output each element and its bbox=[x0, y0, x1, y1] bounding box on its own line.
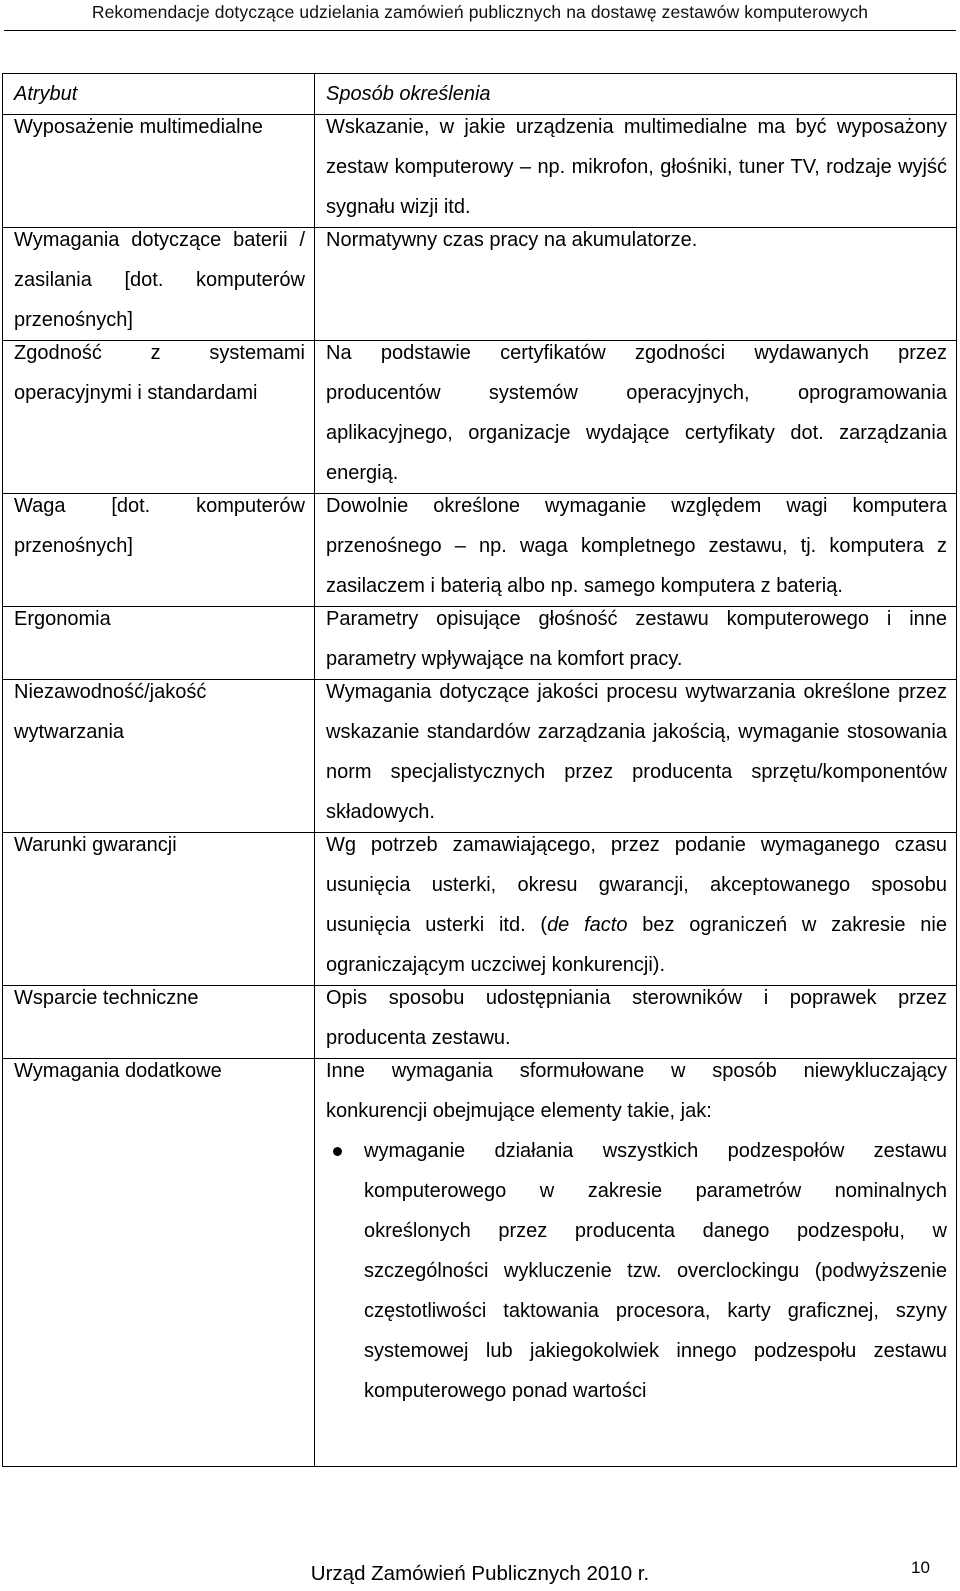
description-cell: Wymagania dotyczące jakości procesu wytwarzania określone przez wskazanie standardów zarządzania jakością, wymaganie stosowania norm specjalistycznych przez producenta sprzętu/komponentów składowych. bbox=[315, 680, 957, 833]
description-cell: Normatywny czas pracy na akumulatorze. bbox=[315, 228, 957, 341]
running-header: Rekomendacje dotyczące udzielania zamówień publicznych na dostawę zestawów komputerowych bbox=[91, 2, 869, 22]
page-footer: Urząd Zamówień Publicznych 2010 r. bbox=[310, 1562, 650, 1585]
page-number: 10 bbox=[911, 1558, 930, 1577]
description-cell: Inne wymagania sformułowane w sposób niewykluczający konkurencji obejmujące elementy takie, jak: wymaganie działania wszystkich podzespołów zestawu komputerowego w zakresie parametrów nominalnych określonych przez producenta danego podzespołu, w szczególności wykluczenie tzw. overclockingu (podwyższenie częstotliwości taktowania procesora, karty graficznej, szyny systemowej lub jakiegokolwiek innego podzespołu zestawu komputerowego ponad wartości bbox=[315, 1059, 957, 1467]
attribute-cell: Warunki gwarancji bbox=[3, 833, 315, 986]
attribute-cell: Waga [dot. komputerów przenośnych] bbox=[3, 494, 315, 607]
attribute-cell: Niezawodność/jakość wytwarzania bbox=[3, 680, 315, 833]
header-divider bbox=[4, 30, 956, 31]
bullet-list bbox=[326, 1131, 947, 1411]
table-row bbox=[3, 341, 957, 494]
attribute-cell: Wsparcie techniczne bbox=[3, 986, 315, 1059]
description-cell: Na podstawie certyfikatów zgodności wydawanych przez producentów systemów operacyjnych, oprogramowania aplikacyjnego, organizacje wydające certyfikaty dot. zarządzania energią. bbox=[315, 341, 957, 494]
attribute-cell: Ergonomia bbox=[3, 607, 315, 680]
table-row bbox=[3, 680, 957, 833]
column-header-method: Sposób określenia bbox=[315, 74, 957, 115]
description-cell: Dowolnie określone wymaganie względem wagi komputera przenośnego – np. waga kompletnego zestawu, tj. komputera z zasilaczem i baterią albo np. samego komputera z baterią. bbox=[315, 494, 957, 607]
requirements-table bbox=[2, 73, 957, 1467]
table-row bbox=[3, 833, 957, 986]
table-row bbox=[3, 115, 957, 228]
description-cell: Wg potrzeb zamawiającego, przez podanie wymaganego czasu usunięcia usterki, okresu gwarancji, akceptowanego sposobu usunięcia usterki itd. (de facto bez ograniczeń w zakresie nie ograniczającym uczciwej konkurencji). bbox=[315, 833, 957, 986]
column-header-attribute: Atrybut bbox=[3, 74, 315, 115]
table-row bbox=[3, 494, 957, 607]
attribute-cell: Wymagania dotyczące baterii / zasilania [dot. komputerów przenośnych] bbox=[3, 228, 315, 341]
description-cell: Opis sposobu udostępniania sterowników i poprawek przez producenta zestawu. bbox=[315, 986, 957, 1059]
table-row bbox=[3, 228, 957, 341]
table-row bbox=[3, 1059, 957, 1467]
attribute-cell: Wymagania dodatkowe bbox=[3, 1059, 315, 1467]
description-cell: Parametry opisujące głośność zestawu komputerowego i inne parametry wpływające na komfort pracy. bbox=[315, 607, 957, 680]
table-row bbox=[3, 986, 957, 1059]
attribute-cell: Zgodność z systemami operacyjnymi i standardami bbox=[3, 341, 315, 494]
attribute-cell: Wyposażenie multimedialne bbox=[3, 115, 315, 228]
table-row bbox=[3, 607, 957, 680]
description-cell: Wskazanie, w jakie urządzenia multimedialne ma być wyposażony zestaw komputerowy – np. mikrofon, głośniki, tuner TV, rodzaje wyjść sygnału wizji itd. bbox=[315, 115, 957, 228]
emphasis-text: de facto bbox=[547, 914, 628, 936]
bullet-item: wymaganie działania wszystkich podzespołów zestawu komputerowego w zakresie parametrów nominalnych określonych przez producenta danego podzespołu, w szczególności wykluczenie tzw. overclockingu (podwyższenie częstotliwości taktowania procesora, karty graficznej, szyny systemowej lub jakiegokolwiek innego podzespołu zestawu komputerowego ponad wartości bbox=[364, 1131, 947, 1411]
